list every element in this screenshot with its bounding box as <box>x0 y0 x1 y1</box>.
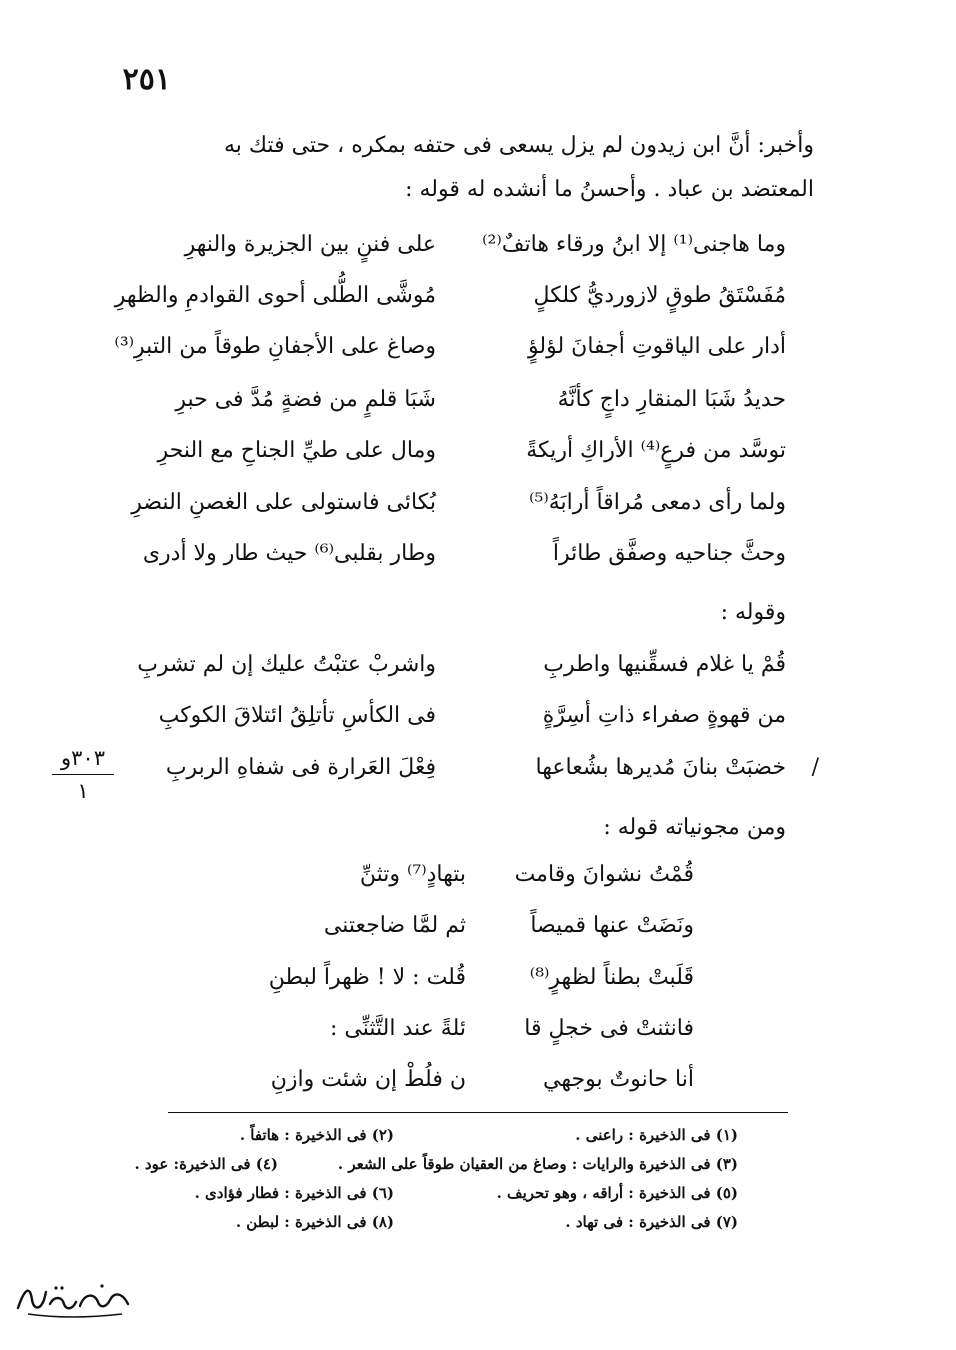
poem1-verse-1-left: على فننٍ بين الجزيرة والنهرِ <box>184 232 436 257</box>
poem1-verse-4-left: شَبَا قلمٍ من فضةٍ مُدَّ فى حبرِ <box>175 387 436 412</box>
poem2-verse-3-right: خضبَتْ بنانَ مُديرها بشُعاعها <box>535 755 786 780</box>
footnote-7: (٧) فى الذخيرة : فى تهاد . <box>565 1213 738 1231</box>
poem2-intro: وقوله : <box>720 600 786 625</box>
poem3-verse-3-right: قَلَبتْ بطناً لظهرٍ⁽⁸⁾ <box>529 965 694 990</box>
manuscript-break-mark: / <box>811 755 819 780</box>
poem3-verse-3-left: قُلت : لا ! ظهراً لبطنِ <box>268 965 466 990</box>
intro-paragraph <box>124 124 814 212</box>
footnote-3: (٣) فى الذخيرة والرايات : وصاغ من العقيان طوقاً على الشعر . <box>337 1155 738 1173</box>
footnote-6: (٦) فى الذخيرة : فطار فؤادى . <box>194 1184 394 1202</box>
poem1-verse-2-left: مُوشَّى الطُّلى أحوى القوادمِ والظهرِ <box>114 283 436 308</box>
calligraphy-logo <box>10 1270 138 1326</box>
poem2-verse-2-right: من قهوةٍ صفراء ذاتِ أسِرَّةٍ <box>542 703 786 728</box>
poem2-verse-1-left: واشربْ عتبْتُ عليك إن لم تشربِ <box>137 652 436 677</box>
poem1-verse-7-right: وحثَّ جناحيه وصفَّق طائراً <box>552 541 786 566</box>
poem3-verse-5-right: أنا حانوتٌ بوجهي <box>543 1067 694 1092</box>
poem3-verse-1-left: بتهادٍ⁽⁷⁾ وتثنِّ <box>359 862 466 887</box>
manuscript-folio-note <box>48 744 118 805</box>
intro-line-1: وأخبر: أنَّ ابن زيدون لم يزل يسعى فى حتفه بمكره ، حتى فتك به <box>223 133 814 158</box>
poem1-verse-7-left: وطار بقلبى⁽⁶⁾ حيث طار ولا أدرى <box>142 541 436 566</box>
poem2-verse-1-right: قُمْ يا غلام فسقِّنيها واطربِ <box>543 652 786 677</box>
folio-side: ١ <box>77 779 89 803</box>
poem1-verse-3-right: أدار على الياقوتِ أجفانَ لؤلؤٍ <box>528 334 786 359</box>
poem3-verse-4-left: ئلةً عند التَّثنِّى : <box>330 1016 466 1041</box>
poem1-verse-6-right: ولما رأى دمعى مُراقاً أرابَهُ⁽⁵⁾ <box>529 490 786 515</box>
poem3-verse-2-right: ونَضَتْ عنها قميصاً <box>530 913 694 938</box>
footnote-rule <box>168 1112 788 1113</box>
poem3-verse-5-left: ن فلُطْ إن شئت وازنِ <box>270 1067 466 1092</box>
poem1-verse-5-right: توسَّد من فرعٍ⁽⁴⁾ الأراكِ أريكةً <box>526 438 786 463</box>
footnote-4: (٤) فى الذخيرة: عود . <box>134 1155 278 1173</box>
page-number: ٢٥١ <box>122 62 171 97</box>
poem1-verse-5-left: ومال على طيِّ الجناحِ مع النحرِ <box>157 438 436 463</box>
poem3-intro: ومن مجونياته قوله : <box>603 815 786 840</box>
folio-number: ٣٠٣و <box>61 746 105 770</box>
poem1-verse-2-right: مُفَسْتَقُ طوقٍ لازورديُّ كلكلٍ <box>533 283 786 308</box>
footnote-5: (٥) فى الذخيرة : أراقه ، وهو تحريف . <box>496 1184 738 1202</box>
footnote-1: (١) فى الذخيرة : راعنى . <box>575 1126 738 1144</box>
poem2-verse-3-left: فِعْلَ العَرارة فى شفاهِ الربربِ <box>165 755 436 780</box>
poem1-verse-6-left: بُكائى فاستولى على الغصنِ النضرِ <box>131 490 436 515</box>
poem2-verse-2-left: فى الكأسِ تأتلِقُ ائتلاقَ الكوكبِ <box>158 703 436 728</box>
poem3-verse-2-left: ثم لمَّا ضاجعتنى <box>323 913 466 938</box>
folio-divider <box>52 774 114 775</box>
poem3-verse-1-right: قُمْتُ نشوانَ وقامت <box>514 862 694 887</box>
footnote-8: (٨) فى الذخيرة : لبطن . <box>235 1213 394 1231</box>
footnote-2: (٢) فى الذخيرة : هاتفاً . <box>239 1126 394 1144</box>
poem1-verse-1-right: وما هاجنى⁽¹⁾ إلا ابنُ ورقاء هاتفٌ⁽²⁾ <box>482 232 786 257</box>
poem1-verse-4-right: حديدُ شَبَا المنقارِ داجٍ كأنَّهُ <box>557 387 786 412</box>
poem1-verse-3-left: وصاغ على الأجفانِ طوقاً من التبرِ⁽³⁾ <box>114 334 436 359</box>
poem3-verse-4-right: فانثنتْ فى خجلٍ قا <box>524 1016 694 1041</box>
intro-line-2: المعتضد بن عباد . وأحسنُ ما أنشده له قوله : <box>405 177 814 202</box>
